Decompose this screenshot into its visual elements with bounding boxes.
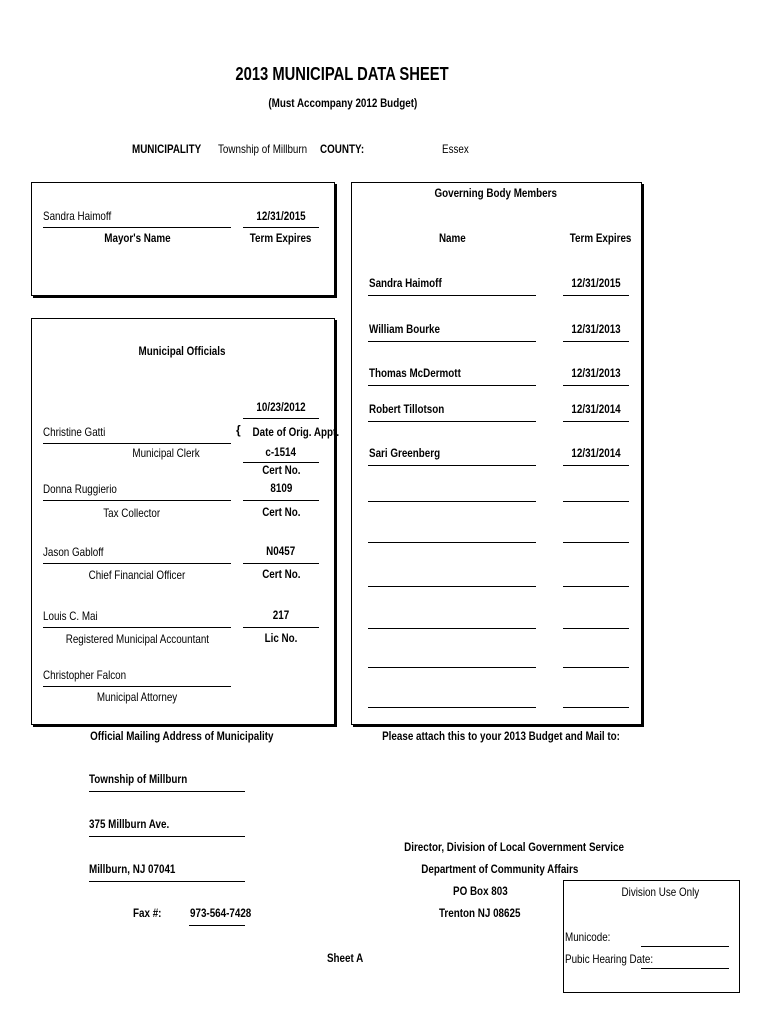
gb-member-term: 12/31/2015	[571, 276, 621, 290]
gb-member-term: 12/31/2013	[571, 366, 621, 380]
gb-member-term: 12/31/2014	[571, 402, 621, 416]
mail-to-line-4: Trenton NJ 08625	[439, 906, 521, 920]
municipality-value: Township of Millburn	[218, 142, 308, 156]
page-subtitle: (Must Accompany 2012 Budget)	[268, 96, 417, 110]
tax-collector-cert-label: Cert No.	[261, 505, 301, 519]
gb-member-name: Sandra Haimoff	[369, 276, 442, 290]
officials-box	[31, 318, 340, 725]
mayor-term: 12/31/2015	[256, 209, 306, 223]
municipality-label: MUNICIPALITY	[132, 142, 202, 156]
mailing-heading: Official Mailing Address of Municipality	[90, 729, 274, 743]
gb-member-name: William Bourke	[369, 322, 440, 336]
mail-to-line-1: Director, Division of Local Government Service	[404, 840, 624, 854]
mail-to-heading: Please attach this to your 2013 Budget and Mail to:	[382, 729, 620, 743]
cfo-title: Chief Financial Officer	[88, 568, 186, 582]
fax-label: Fax #:	[133, 906, 162, 920]
county-label: COUNTY:	[320, 142, 365, 156]
cfo-name: Jason Gabloff	[43, 545, 104, 559]
clerk-title: Municipal Clerk	[132, 446, 200, 460]
hearing-date-field[interactable]	[641, 968, 729, 969]
tax-collector-cert: 8109	[270, 481, 292, 495]
governing-body-heading: Governing Body Members	[434, 186, 557, 200]
fax-number: 973-564-7428	[190, 906, 252, 920]
municode-label: Municode:	[565, 930, 611, 944]
page-title: 2013 MUNICIPAL DATA SHEET	[235, 64, 450, 84]
tax-collector-title: Tax Collector	[103, 506, 161, 520]
hearing-date-label: Pubic Hearing Date:	[565, 952, 654, 966]
accountant-title: Registered Municipal Accountant	[65, 632, 209, 646]
mayor-name-label: Mayor's Name	[103, 231, 171, 245]
mail-to-line-3: PO Box 803	[452, 884, 508, 898]
clerk-orig-date: 10/23/2012	[256, 400, 306, 414]
municode-field[interactable]	[641, 946, 729, 947]
officials-heading: Municipal Officials	[138, 344, 226, 358]
accountant-name: Louis C. Mai	[43, 609, 98, 623]
gb-member-name: Sari Greenberg	[369, 446, 441, 460]
mailing-line-3: Millburn, NJ 07041	[89, 862, 176, 876]
gb-member-term: 12/31/2013	[571, 322, 621, 336]
clerk-cert: c-1514	[265, 445, 297, 459]
cfo-cert: N0457	[266, 544, 296, 558]
clerk-brace: {	[236, 423, 241, 437]
clerk-name: Christine Gatti	[43, 425, 106, 439]
mayor-term-label: Term Expires	[250, 231, 312, 245]
mail-to-line-2: Department of Community Affairs	[421, 862, 579, 876]
gb-member-name: Robert Tillotson	[369, 402, 445, 416]
gb-term-col-header: Term Expires	[569, 231, 632, 245]
gb-member-name: Thomas McDermott	[369, 366, 461, 380]
clerk-orig-date-label: Date of Orig. Appt.	[252, 425, 340, 439]
cfo-cert-label: Cert No.	[261, 567, 301, 581]
clerk-cert-label: Cert No.	[261, 463, 301, 477]
county-value: Essex	[442, 142, 469, 156]
attorney-title: Municipal Attorney	[96, 690, 178, 704]
mailing-line-2: 375 Millburn Ave.	[89, 817, 170, 831]
accountant-lic-label: Lic No.	[264, 631, 298, 645]
sheet-label: Sheet A	[326, 951, 364, 965]
tax-collector-name: Donna Ruggierio	[43, 482, 117, 496]
mailing-line-1: Township of Millburn	[89, 772, 188, 786]
mayor-name: Sandra Haimoff	[43, 209, 112, 223]
accountant-lic: 217	[272, 608, 290, 622]
division-use-title: Division Use Only	[621, 885, 699, 899]
attorney-name: Christopher Falcon	[43, 668, 127, 682]
gb-member-term: 12/31/2014	[571, 446, 621, 460]
gb-name-col-header: Name	[438, 231, 466, 245]
